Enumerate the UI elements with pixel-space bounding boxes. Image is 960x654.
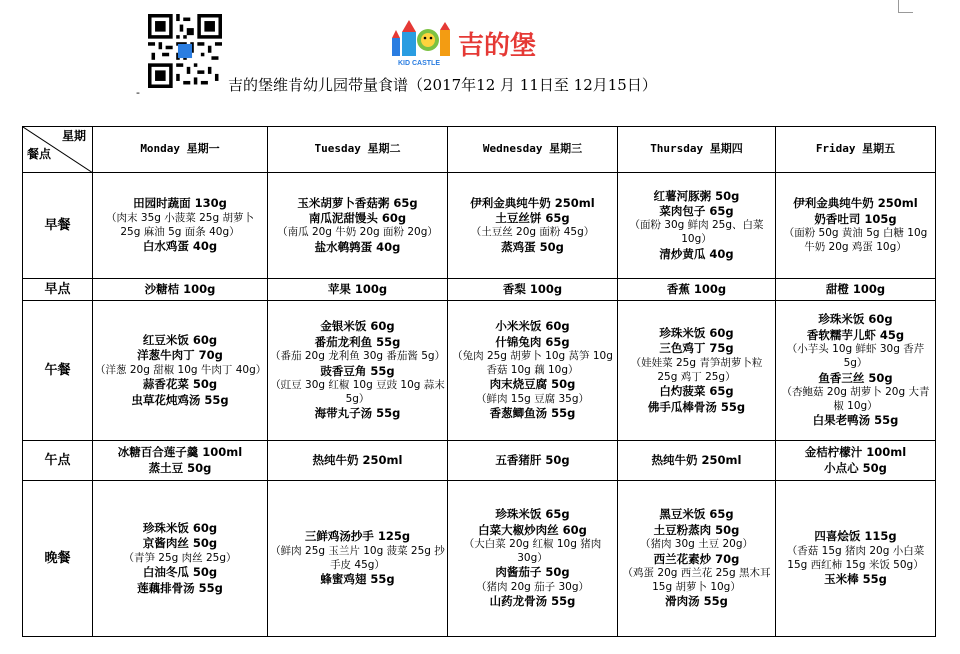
dish-line: 田园时蔬面 130g [133,196,227,211]
day-header: Monday 星期一 [93,127,268,173]
ingredient-line: （猪肉 30g 土豆 20g） [639,537,754,550]
ingredient-line: （大白菜 20g 红椒 10g 猪肉 30g） [463,537,602,564]
ingredient-line: （娃娃菜 25g 青笋胡萝卜粒 25g 鸡丁 25g） [630,356,763,383]
dish-line: 甜橙 100g [825,281,886,296]
dish-line: 京酱肉丝 50g [142,536,218,551]
dish-line: 鱼香三丝 50g [818,370,893,385]
dish-line: 金银米饭 60g [320,319,395,334]
menu-cell [268,173,448,279]
meal-row-0 [23,173,936,279]
dish-line: 玉米棒 55g [824,572,887,587]
menu-cell [448,279,618,301]
dish-line: 珍珠米饭 60g [659,326,734,341]
dish-line: 白菜大椒炒肉丝 60g [478,522,587,537]
ingredient-line: （猪肉 20g 茄子 30g） [475,580,590,593]
dish-line: 番茄龙利鱼 55g [314,334,401,349]
dish-line: 西兰花素炒 70g [653,551,740,566]
dish-line: 香蕉 100g [666,281,727,296]
table-header-row [23,127,936,173]
ingredient-line: （肉末 35g 小菠菜 25g 胡萝卜 25g 麻油 5g 面条 40g） [106,211,254,238]
ingredient-line: （鸡蛋 20g 西兰花 25g 黑木耳 15g 胡萝卜 10g） [622,566,771,593]
dish-line: 蜂蜜鸡翅 55g [320,572,395,587]
ingredient-line: （青笋 25g 肉丝 25g） [123,551,237,564]
dish-line: 白油冬瓜 50g [142,565,218,580]
dish-line: 黑豆米饭 65g [659,507,734,522]
meal-label: 午餐 [23,301,93,441]
kid-castle-logo [392,18,570,68]
dish-line: 佛手瓜棒骨汤 55g [647,399,746,414]
menu-cell [93,279,268,301]
dish-line: 珍珠米饭 60g [818,312,893,327]
menu-cell [618,441,776,481]
dish-line: 豉香豆角 55g [320,363,395,378]
menu-cell [618,301,776,441]
dish-line: 菜肉包子 65g [659,204,734,219]
logo-wordmark: 吉的堡 [458,31,537,61]
menu-cell [93,441,268,481]
dish-line: 盐水鹌鹑蛋 40g [314,240,401,255]
meal-row-2 [23,301,936,441]
ingredient-line: （杏鲍菇 20g 胡萝卜 20g 大青椒 10g） [781,385,930,412]
qr-code-image [148,14,222,88]
meal-row-1 [23,279,936,301]
dish-line: 蒸土豆 50g [148,460,212,475]
ingredient-line: （南瓜 20g 牛奶 20g 面粉 20g） [277,226,438,239]
meal-label: 早点 [23,279,93,301]
dish-line: 沙糖桔 100g [144,281,216,296]
meal-label: 晚餐 [23,481,93,637]
dish-line: 香软糯芋儿虾 45g [806,327,905,342]
dish-line: 奶香吐司 105g [814,211,897,226]
dish-line: 白水鸡蛋 40g [142,239,218,254]
svg-text:KID CASTLE: KID CASTLE [398,60,440,67]
dish-line: 什锦兔肉 65g [495,334,570,349]
dish-line: 白果老鸭汤 55g [812,413,899,428]
menu-cell [776,301,936,441]
dish-line: 热纯牛奶 250ml [312,452,403,467]
ingredient-line: （土豆丝 20g 面粉 45g） [470,226,595,239]
day-header: Tuesday 星期二 [268,127,448,173]
meal-row-3 [23,441,936,481]
dish-line: 蒜香花菜 50g [142,377,218,392]
meal-label: 午点 [23,441,93,481]
menu-cell [618,173,776,279]
dish-line: 虫草花炖鸡汤 55g [131,392,229,407]
dish-line: 玉米胡萝卜香菇粥 65g [297,195,418,210]
dish-line: 红薯河豚粥 50g [653,188,740,203]
dish-line: 山药龙骨汤 55g [489,594,576,609]
menu-cell [618,279,776,301]
dish-line: 莲藕排骨汤 55g [137,580,223,595]
menu-cell [268,441,448,481]
dish-line: 肉酱茄子 50g [495,565,570,580]
dish-line: 热纯牛奶 250ml [651,452,742,467]
dish-line: 珍珠米饭 65g [495,507,570,522]
dish-line: 三鲜鸡汤抄手 125g [304,529,411,544]
dish-line: 南瓜泥甜馒头 60g [308,210,407,225]
dish-line: 香梨 100g [502,281,563,296]
dish-line: 苹果 100g [327,281,388,296]
ingredient-line: （兔肉 25g 胡萝卜 10g 莴笋 10g 香菇 10g 藕 10g） [452,349,613,376]
menu-cell [93,301,268,441]
day-header: Wednesday 星期三 [448,127,618,173]
dish-line: 冰糖百合莲子羹 100ml [117,445,243,460]
menu-cell [93,481,268,637]
dish-line: 三色鸡丁 75g [659,341,734,356]
dish-line: 香葱鲫鱼汤 55g [489,406,576,421]
corner-label-weekday: 星期 [61,129,86,143]
menu-cell [448,173,618,279]
dish-line: 小米米饭 60g [495,319,570,334]
corner-header-cell [23,127,93,173]
menu-cell [448,301,618,441]
dish-line: 金桔柠檬汁 100ml [804,445,907,460]
meal-label: 早餐 [23,173,93,279]
day-header: Thursday 星期四 [618,127,776,173]
page-corner-mark [898,0,913,13]
dish-line: 珍珠米饭 60g [142,521,218,536]
ingredient-line: （香菇 15g 猪肉 20g 小白菜 15g 西红柿 15g 米饭 50g） [786,544,925,571]
corner-label-meal: 餐点 [27,147,52,161]
menu-table [22,126,936,637]
menu-cell [618,481,776,637]
menu-cell [776,173,936,279]
dish-line: 小点心 50g [824,460,887,475]
dish-line: 蒸鸡蛋 50g [501,240,564,255]
dish-line: 肉末烧豆腐 50g [489,377,576,392]
ingredient-line: （面粉 30g 鲜肉 25g、白菜 10g） [629,219,764,246]
ingredient-line: （鲜肉 25g 玉兰片 10g 菠菜 25g 抄手皮 45g） [270,544,445,571]
dish-line: 红豆米饭 60g [142,333,218,348]
menu-cell [448,481,618,637]
dish-line: 海带丸子汤 55g [314,406,401,421]
day-header: Friday 星期五 [776,127,936,173]
menu-cell [776,481,936,637]
dish-line: 洋葱牛肉丁 70g [137,348,223,363]
ingredient-line: （面粉 50g 黄油 5g 白糖 10g 牛奶 20g 鸡蛋 10g） [783,226,928,253]
menu-cell [776,441,936,481]
dish-line: 清炒黄瓜 40g [659,246,734,261]
dish-line: 五香猪肝 50g [495,452,570,467]
menu-cell [93,173,268,279]
meal-row-4 [23,481,936,637]
dish-line: 白灼菠菜 65g [659,384,734,399]
dish-line: 土豆粉蒸肉 50g [653,522,740,537]
dish-line: 伊利金典纯牛奶 250ml [793,196,918,211]
menu-cell [776,279,936,301]
dash-mark: - [136,86,140,99]
page-title: 吉的堡维肯幼儿园带量食谱（2017年12 月 11日至 12月15日） [228,76,657,94]
menu-cell [268,279,448,301]
menu-cell [448,441,618,481]
ingredient-line: （番茄 20g 龙利鱼 30g 番茄酱 5g） [270,349,446,362]
dish-line: 四喜烩饭 115g [814,529,897,544]
ingredient-line: （洋葱 20g 甜椒 10g 牛肉丁 40g） [95,363,267,376]
ingredient-line: （豇豆 30g 红椒 10g 豆豉 10g 蒜末 5g） [270,378,445,405]
menu-cell [268,481,448,637]
menu-cell [268,301,448,441]
ingredient-line: （鲜肉 15g 豆腐 35g） [475,392,590,405]
dish-line: 土豆丝饼 65g [495,210,570,225]
dish-line: 伊利金典纯牛奶 250ml [470,195,595,210]
dish-line: 滑肉汤 55g [665,594,728,609]
ingredient-line: （小芋头 10g 鲜虾 30g 香芹 5g） [786,342,925,369]
